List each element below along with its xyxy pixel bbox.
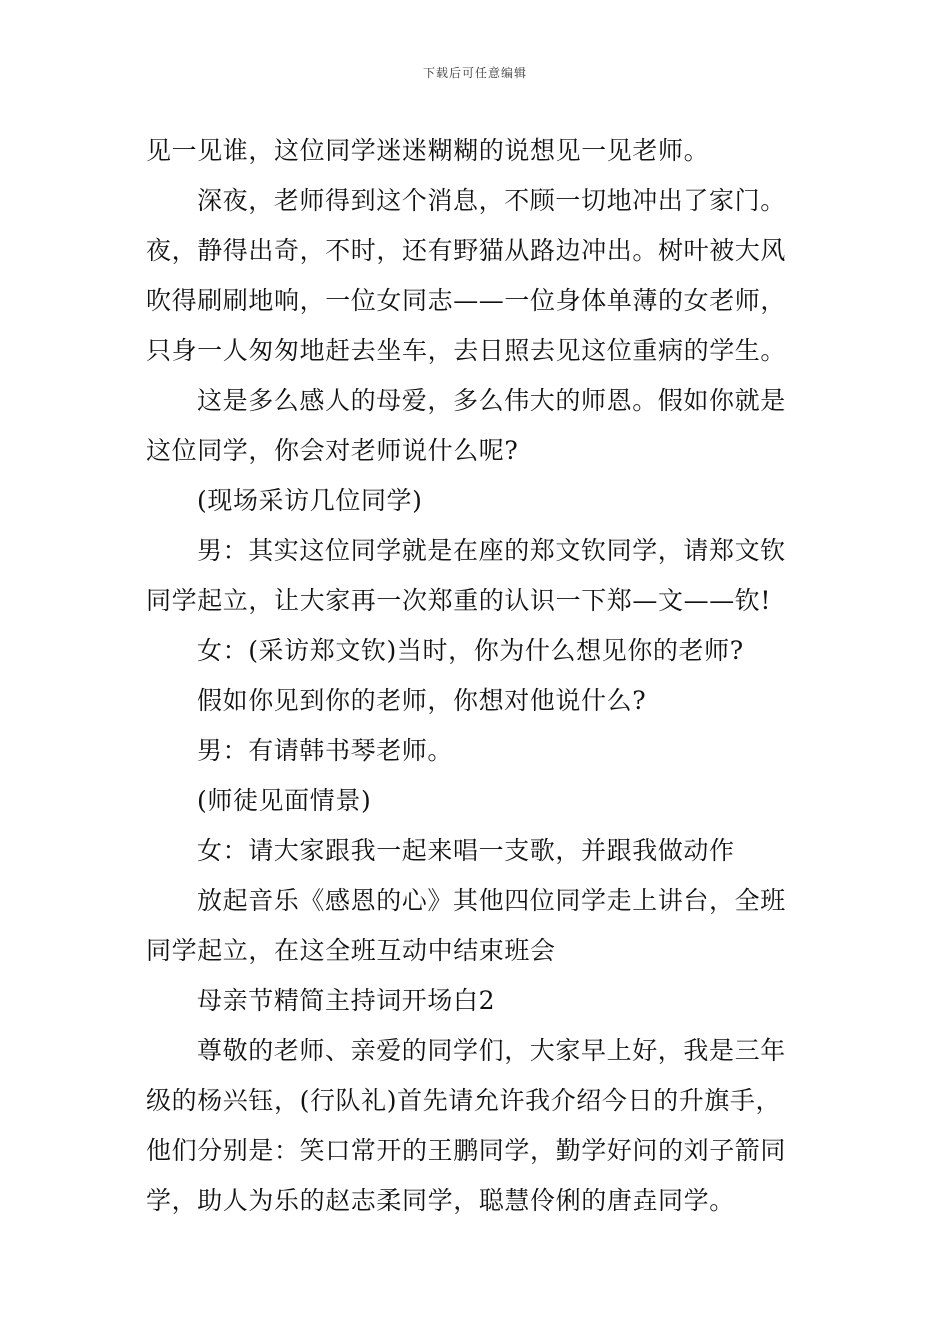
text-line: 放起音乐《感恩的心》其他四位同学走上讲台，全班 [197,886,786,915]
text-line: 他们分别是：笑口常开的王鹏同学，勤学好问的刘子箭同 [146,1136,787,1165]
text-line: 只身一人匆匆地赶去坐车，去日照去见这位重病的学生。 [146,336,787,365]
text-line: 这是多么感人的母爱，多么伟大的师恩。假如你就是 [197,386,786,415]
text-line: (现场采访几位同学) [197,486,423,515]
text-line: 男：有请韩书琴老师。 [197,736,454,765]
text-line: 夜，静得出奇，不时，还有野猫从路边冲出。树叶被大风 [146,236,787,265]
text-line: 级的杨兴钰，(行队礼)首先请允许我介绍今日的升旗手， [146,1086,782,1115]
section-heading: 母亲节精简主持词开场白2 [197,986,496,1015]
text-line: 学，助人为乐的赵志柔同学，聪慧伶俐的唐垚同学。 [146,1186,735,1215]
text-line: 见一见谁，这位同学迷迷糊糊的说想见一见老师。 [146,136,710,165]
text-line: 女：(采访郑文钦)当时，你为什么想见你的老师? [197,636,744,665]
text-line: 男：其实这位同学就是在座的郑文钦同学，请郑文钦 [197,536,786,565]
document-body [146,126,810,1226]
text-line: 尊敬的老师、亲爱的同学们，大家早上好，我是三年 [197,1036,786,1065]
text-line: 这位同学，你会对老师说什么呢? [146,436,519,465]
text-line: 深夜，老师得到这个消息，不顾一切地冲出了家门。 [197,186,786,215]
text-line: 吹得刷刷地响，一位女同志——一位身体单薄的女老师， [146,286,787,315]
text-line: (师徒见面情景) [197,786,372,815]
page-header: 下载后可任意编辑 [422,66,527,80]
text-line: 女：请大家跟我一起来唱一支歌，并跟我做动作 [197,836,735,865]
text-line: 同学起立，在这全班互动中结束班会 [146,936,556,965]
text-line: 同学起立，让大家再一次郑重的认识一下郑—文——钦! [146,586,772,615]
text-line: 假如你见到你的老师，你想对他说什么? [197,686,647,715]
